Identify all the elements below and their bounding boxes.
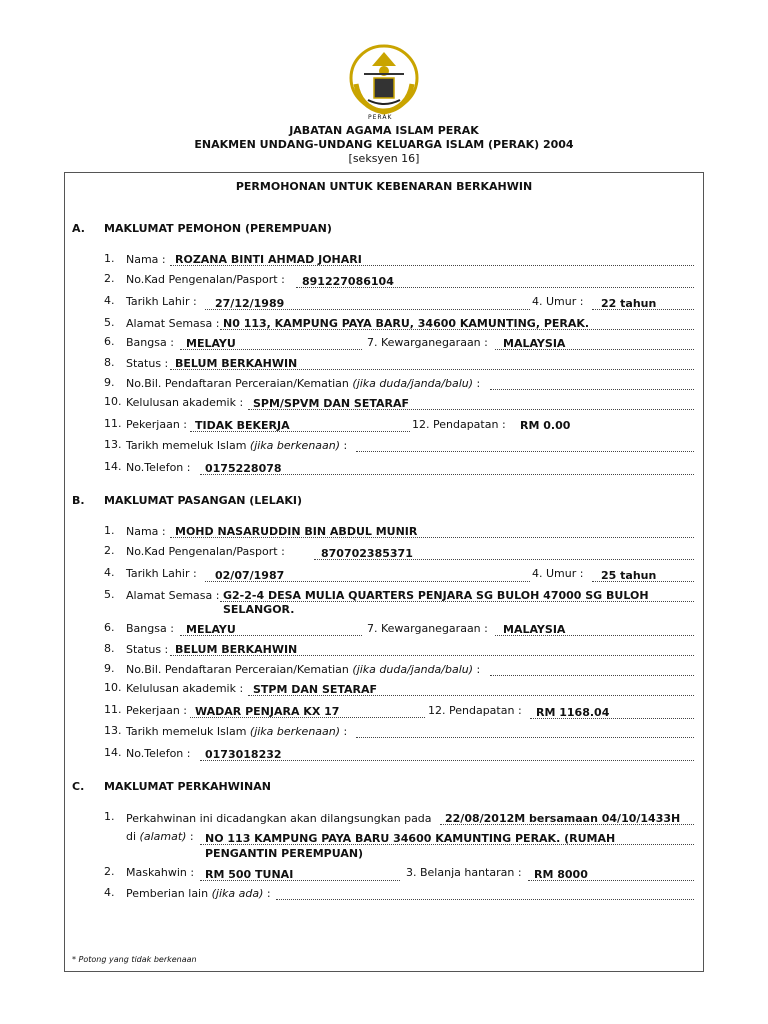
- c-maskahwin-value: RM 500 TUNAI: [205, 868, 294, 881]
- cerai-label: No.Bil. Pendaftaran Perceraian/Kematian (jika duda/janda/balu) :: [126, 663, 481, 676]
- section-c-letter: C.: [72, 780, 85, 793]
- field-line: [200, 474, 694, 475]
- item-number: 14.: [104, 460, 122, 473]
- b-status-value: BELUM BERKAHWIN: [175, 643, 298, 656]
- field-line: [170, 537, 694, 538]
- akademik-label: Kelulusan akademik :: [126, 396, 244, 409]
- item-number: 2.: [104, 865, 115, 878]
- item-number: 6.: [104, 335, 115, 348]
- item-number: 10.: [104, 395, 122, 408]
- a-akademik-value: SPM/SPVM DAN SETARAF: [253, 397, 409, 410]
- section-a-letter: A.: [72, 222, 85, 235]
- b-kerja-value: WADAR PENJARA KX 17: [195, 705, 340, 718]
- field-line: [205, 581, 530, 582]
- c-tarikh-label: Perkahwinan ini dicadangkan akan dilangsungkan pada: [126, 812, 432, 825]
- field-line: [180, 635, 362, 636]
- c-alamat-line1: NO 113 KAMPUNG PAYA BARU 34600 KAMUNTING PERAK. (RUMAH: [205, 832, 616, 845]
- telefon-label: No.Telefon :: [126, 461, 191, 474]
- item-number: 4.: [104, 886, 115, 899]
- a-telefon-value: 0175228078: [205, 462, 282, 475]
- item-number: 10.: [104, 681, 122, 694]
- header-enactment: ENAKMEN UNDANG-UNDANG KELUARGA ISLAM (PERAK) 2004: [194, 138, 574, 151]
- item-number: 5.: [104, 316, 115, 329]
- nama-label: Nama :: [126, 525, 166, 538]
- field-line: [530, 718, 694, 719]
- a-kp-value: 891227086104: [302, 275, 394, 288]
- field-line: [220, 329, 694, 330]
- item-number: 1.: [104, 524, 115, 537]
- footnote: * Potong yang tidak berkenaan: [72, 955, 197, 964]
- section-a-title: MAKLUMAT PEMOHON (PEREMPUAN): [104, 222, 332, 235]
- item-number: 11.: [104, 417, 122, 430]
- field-line: [200, 760, 694, 761]
- maskahwin-label: Maskahwin :: [126, 866, 195, 879]
- c-tarikh-value: 22/08/2012M bersamaan 04/10/1433H: [445, 812, 681, 825]
- c-alamat-line2: PENGANTIN PEREMPUAN): [205, 847, 364, 860]
- item-number: 8.: [104, 642, 115, 655]
- a-status-value: BELUM BERKAHWIN: [175, 357, 298, 370]
- item-number: 1.: [104, 252, 115, 265]
- b-umur-value: 25 tahun: [601, 569, 657, 582]
- b-nama-value: MOHD NASARUDDIN BIN ABDUL MUNIR: [175, 525, 418, 538]
- status-label: Status :: [126, 643, 169, 656]
- umur-label: 4. Umur :: [532, 567, 584, 580]
- a-kerja-value: TIDAK BEKERJA: [195, 419, 290, 432]
- field-line: [592, 581, 694, 582]
- field-line: [356, 737, 694, 738]
- field-line: [248, 409, 694, 410]
- field-line: [170, 265, 694, 266]
- lahir-label: Tarikh Lahir :: [126, 567, 197, 580]
- telefon-label: No.Telefon :: [126, 747, 191, 760]
- header-department: JABATAN AGAMA ISLAM PERAK: [289, 124, 479, 137]
- item-number: 13.: [104, 724, 122, 737]
- lahir-label: Tarikh Lahir :: [126, 295, 197, 308]
- b-lahir-value: 02/07/1987: [215, 569, 285, 582]
- item-number: 4.: [104, 566, 115, 579]
- item-number: 11.: [104, 703, 122, 716]
- bangsa-label: Bangsa :: [126, 336, 174, 349]
- islam-label: Tarikh memeluk Islam (jika berkenaan) :: [126, 725, 348, 738]
- umur-label: 4. Umur :: [532, 295, 584, 308]
- alamat-label: Alamat Semasa :: [126, 589, 220, 602]
- pendapatan-label: 12. Pendapatan :: [412, 418, 506, 431]
- islam-label: Tarikh memeluk Islam (jika berkenaan) :: [126, 439, 348, 452]
- field-line: [200, 844, 694, 845]
- field-line: [190, 431, 410, 432]
- item-number: 8.: [104, 356, 115, 369]
- field-line: [220, 601, 694, 602]
- b-akademik-value: STPM DAN SETARAF: [253, 683, 378, 696]
- field-line: [248, 695, 694, 696]
- field-line: [592, 309, 694, 310]
- a-umur-value: 22 tahun: [601, 297, 657, 310]
- c-hantaran-value: RM 8000: [534, 868, 588, 881]
- kerja-label: Pekerjaan :: [126, 704, 187, 717]
- field-line: [170, 369, 694, 370]
- nama-label: Nama :: [126, 253, 166, 266]
- field-line: [490, 675, 694, 676]
- b-warga-value: MALAYSIA: [503, 623, 566, 636]
- c-alamat-label: di (alamat) :: [126, 830, 194, 843]
- b-kp-value: 870702385371: [321, 547, 413, 560]
- kerja-label: Pekerjaan :: [126, 418, 187, 431]
- field-line: [314, 559, 694, 560]
- a-bangsa-value: MELAYU: [186, 337, 236, 350]
- pemberian-label: Pemberian lain (jika ada) :: [126, 887, 271, 900]
- kp-label: No.Kad Pengenalan/Pasport :: [126, 273, 285, 286]
- item-number: 13.: [104, 438, 122, 451]
- field-line: [490, 389, 694, 390]
- item-number: 4.: [104, 294, 115, 307]
- item-number: 6.: [104, 621, 115, 634]
- field-line: [190, 717, 425, 718]
- field-line: [205, 309, 530, 310]
- item-number: 2.: [104, 544, 115, 557]
- hantaran-label: 3. Belanja hantaran :: [406, 866, 522, 879]
- a-lahir-value: 27/12/1989: [215, 297, 285, 310]
- form-title: PERMOHONAN UNTUK KEBENARAN BERKAHWIN: [235, 180, 533, 193]
- akademik-label: Kelulusan akademik :: [126, 682, 244, 695]
- section-b-title: MAKLUMAT PASANGAN (LELAKI): [104, 494, 302, 507]
- a-alamat-value: N0 113, KAMPUNG PAYA BARU, 34600 KAMUNTING, PERAK.: [223, 317, 590, 330]
- a-warga-value: MALAYSIA: [503, 337, 566, 350]
- bangsa-label: Bangsa :: [126, 622, 174, 635]
- warga-label: 7. Kewarganegaraan :: [367, 336, 488, 349]
- item-number: 9.: [104, 662, 115, 675]
- field-line: [495, 349, 694, 350]
- a-pendapatan-value: RM 0.00: [520, 419, 571, 432]
- field-line: [180, 349, 362, 350]
- cerai-label: No.Bil. Pendaftaran Perceraian/Kematian (jika duda/janda/balu) :: [126, 377, 481, 390]
- section-b-letter: B.: [72, 494, 85, 507]
- field-line: [356, 451, 694, 452]
- item-number: 9.: [104, 376, 115, 389]
- field-line: [170, 655, 694, 656]
- warga-label: 7. Kewarganegaraan :: [367, 622, 488, 635]
- field-line: [440, 824, 694, 825]
- field-line: [528, 880, 694, 881]
- a-nama-value: ROZANA BINTI AHMAD JOHARI: [175, 253, 362, 266]
- crest-label: PERAK: [368, 114, 393, 121]
- field-line: [296, 287, 694, 288]
- section-c-title: MAKLUMAT PERKAHWINAN: [104, 780, 271, 793]
- field-line: [200, 880, 400, 881]
- field-line: [495, 635, 694, 636]
- pendapatan-label: 12. Pendapatan :: [428, 704, 522, 717]
- b-pendapatan-value: RM 1168.04: [536, 706, 610, 719]
- item-number: 1.: [104, 810, 115, 823]
- b-alamat-line1: G2-2-4 DESA MULIA QUARTERS PENJARA SG BULOH 47000 SG BULOH: [223, 589, 649, 602]
- b-telefon-value: 0173018232: [205, 748, 282, 761]
- b-bangsa-value: MELAYU: [186, 623, 236, 636]
- item-number: 2.: [104, 272, 115, 285]
- item-number: 5.: [104, 588, 115, 601]
- alamat-label: Alamat Semasa :: [126, 317, 220, 330]
- field-line: [276, 899, 694, 900]
- status-label: Status :: [126, 357, 169, 370]
- perak-crest: [344, 44, 424, 126]
- header-section: [seksyen 16]: [348, 152, 420, 165]
- item-number: 14.: [104, 746, 122, 759]
- kp-label: No.Kad Pengenalan/Pasport :: [126, 545, 285, 558]
- b-alamat-line2: SELANGOR.: [223, 603, 295, 616]
